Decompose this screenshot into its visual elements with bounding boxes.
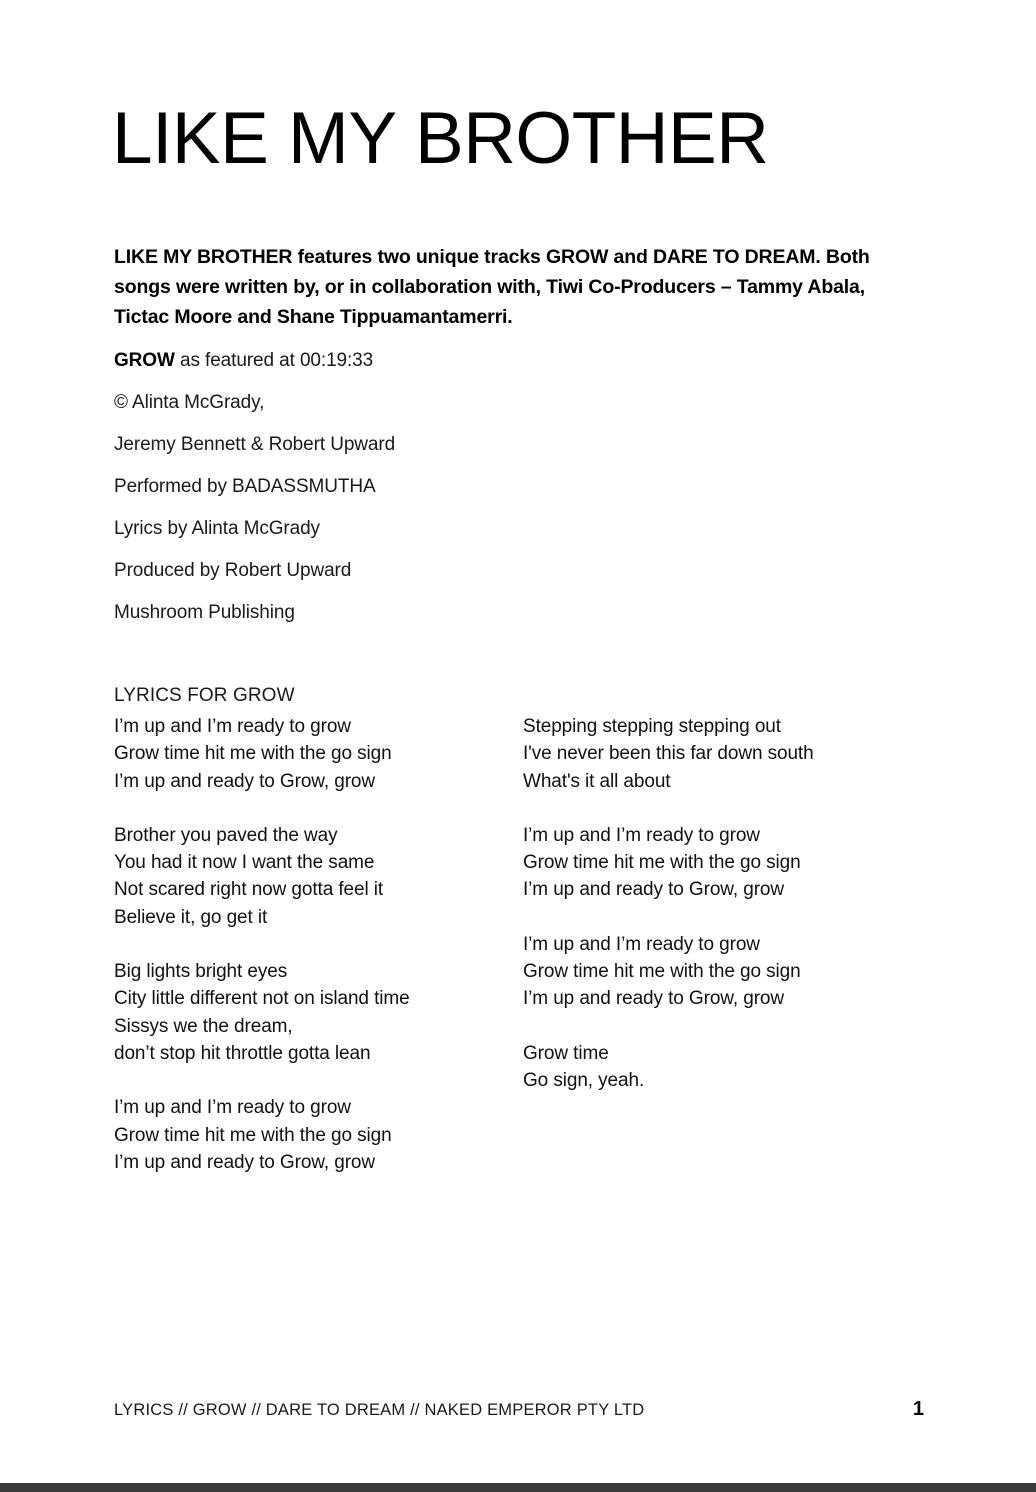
lyric-line: Big lights bright eyes	[114, 961, 288, 983]
lyric-line: I’m up and ready to Grow, grow	[114, 770, 376, 792]
lyric-line: I’m up and I’m ready to grow	[114, 716, 351, 737]
lyric-line: I’m up and ready to Grow, grow	[523, 879, 785, 901]
lyrics-verse	[114, 958, 504, 1067]
lyric-line: I’m up and I’m ready to grow	[523, 824, 760, 846]
lyrics-verse	[114, 713, 504, 795]
lyric-line: I've never been this far down south	[523, 743, 814, 765]
lyric-line: Sissys we the dream,	[114, 1015, 293, 1037]
page-title: LIKE MY BROTHER	[112, 97, 769, 179]
track-feature-note: as featured at 00:19:33	[174, 350, 374, 371]
lyric-line: I’m up and ready to Grow, grow	[523, 988, 785, 1010]
credit-line: Jeremy Bennett & Robert Upward	[114, 434, 396, 455]
credit-line: Mushroom Publishing	[114, 602, 295, 623]
lyric-line: Grow time hit me with the go sign	[114, 743, 392, 765]
lyric-line: Brother you paved the way	[114, 824, 338, 846]
lyric-line: I’m up and ready to Grow, grow	[114, 1151, 376, 1173]
lyrics-verse	[523, 713, 923, 795]
lyrics-heading: LYRICS FOR GROW	[114, 685, 295, 706]
lyrics-verse	[523, 1040, 923, 1095]
lyric-line: Grow time	[523, 1042, 609, 1064]
credit-line: © Alinta McGrady,	[114, 392, 265, 413]
lyric-line: Grow time hit me with the go sign	[523, 852, 801, 874]
footer-page-number: 1	[912, 1398, 924, 1420]
lyric-line: You had it now I want the same	[114, 852, 375, 874]
lyric-line: Stepping stepping stepping out	[523, 716, 781, 737]
credit-line: Produced by Robert Upward	[114, 560, 352, 581]
lyric-line: Go sign, yeah.	[523, 1069, 645, 1091]
lyrics-verse	[523, 822, 923, 904]
lyrics-column-left	[114, 713, 504, 1176]
track-name: GROW	[114, 350, 175, 371]
lyric-line: What's it all about	[523, 770, 671, 792]
credit-line-track	[114, 350, 544, 372]
lyrics-verse	[114, 1094, 504, 1176]
lyric-line: City little different not on island time	[114, 988, 410, 1010]
lyric-line: Grow time hit me with the go sign	[523, 961, 801, 983]
viewer-bottom-bar	[0, 1483, 1036, 1492]
credits-block	[114, 350, 544, 644]
lyric-line: I’m up and I’m ready to grow	[523, 933, 760, 955]
intro-paragraph: LIKE MY BROTHER features two unique tracks GROW and DARE TO DREAM. Both songs were written by, or in collaboration with, Tiwi Co-Producers – Tammy Abala, Tictac Moore and Shane Tippuamantamerri.	[114, 245, 870, 328]
credit-line: Lyrics by Alinta McGrady	[114, 518, 320, 539]
page-footer	[114, 1399, 924, 1420]
lyric-line: Believe it, go get it	[114, 906, 268, 928]
credit-line: Performed by BADASSMUTHA	[114, 476, 376, 497]
lyric-line: Not scared right now gotta feel it	[114, 879, 384, 901]
lyric-line: don’t stop hit throttle gotta lean	[114, 1042, 371, 1064]
lyric-line: Grow time hit me with the go sign	[114, 1124, 392, 1146]
lyrics-verse	[114, 822, 504, 931]
lyrics-column-right	[523, 713, 923, 1094]
lyrics-verse	[523, 931, 923, 1013]
lyric-line: I’m up and I’m ready to grow	[114, 1097, 351, 1119]
footer-text: LYRICS // GROW // DARE TO DREAM // NAKED EMPEROR PTY LTD	[114, 1401, 645, 1419]
